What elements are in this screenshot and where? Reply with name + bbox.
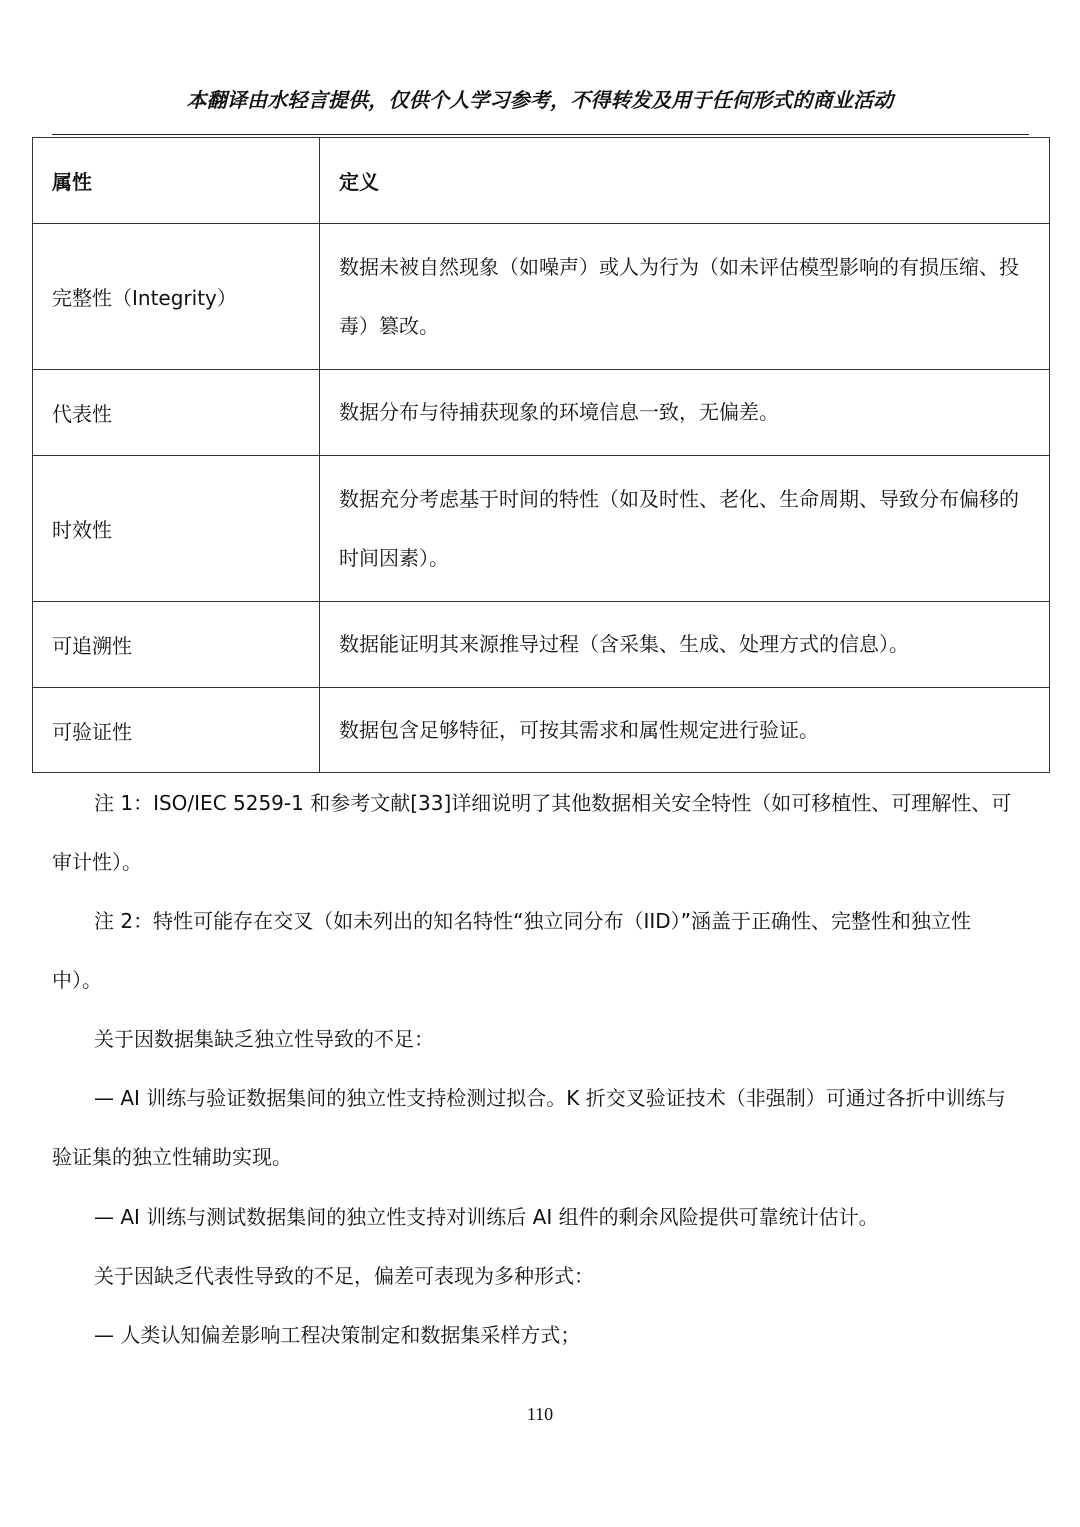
definition-cell: 数据分布与待捕获现象的环境信息一致，无偏差。 [320, 370, 1050, 456]
column-header-attribute: 属性 [33, 138, 320, 224]
note-2: 注 2：特性可能存在交叉（如未列出的知名特性“独立同分布（IID）”涵盖于正确性、完整性和独立性中）。 [52, 909, 972, 992]
independence-intro: 关于因数据集缺乏独立性导致的不足： [94, 1027, 434, 1051]
table-row [33, 224, 1050, 370]
representativeness-bullet-1: — 人类认知偏差影响工程决策制定和数据集采样方式； [94, 1323, 581, 1347]
attribute-cell: 完整性（Integrity） [33, 224, 320, 370]
column-header-definition: 定义 [320, 138, 1050, 224]
independence-bullet-2: — AI 训练与测试数据集间的独立性支持对训练后 AI 组件的剩余风险提供可靠统计估计。 [94, 1205, 879, 1229]
attribute-cell: 代表性 [33, 370, 320, 456]
table-row [33, 602, 1050, 688]
definition-cell: 数据未被自然现象（如噪声）或人为行为（如未评估模型影响的有损压缩、投毒）篡改。 [320, 224, 1050, 370]
definition-cell: 数据能证明其来源推导过程（含采集、生成、处理方式的信息）。 [320, 602, 1050, 688]
attribute-cell: 可验证性 [33, 688, 320, 773]
definition-cell: 数据包含足够特征，可按其需求和属性规定进行验证。 [320, 688, 1050, 773]
header-divider [52, 134, 1029, 135]
translation-notice: 本翻译由水轻言提供，仅供个人学习参考，不得转发及用于任何形式的商业活动 [186, 88, 894, 112]
representativeness-intro: 关于因缺乏代表性导致的不足，偏差可表现为多种形式： [94, 1264, 594, 1288]
table-row [33, 456, 1050, 602]
table-header-row [33, 138, 1050, 224]
attribute-cell: 时效性 [33, 456, 320, 602]
table-row [33, 688, 1050, 773]
attribute-cell: 可追溯性 [33, 602, 320, 688]
table-row [33, 370, 1050, 456]
independence-bullet-1: — AI 训练与验证数据集间的独立性支持检测过拟合。K 折交叉验证技术（非强制）可通过各折中训练与验证集的独立性辅助实现。 [52, 1086, 1006, 1169]
note-1: 注 1：ISO/IEC 5259-1 和参考文献[33]详细说明了其他数据相关安全特性（如可移植性、可理解性、可审计性）。 [52, 791, 1012, 874]
page-number: 110 [526, 1404, 554, 1424]
attribute-definition-table [32, 137, 1050, 773]
definition-cell: 数据充分考虑基于时间的特性（如及时性、老化、生命周期、导致分布偏移的时间因素）。 [320, 456, 1050, 602]
